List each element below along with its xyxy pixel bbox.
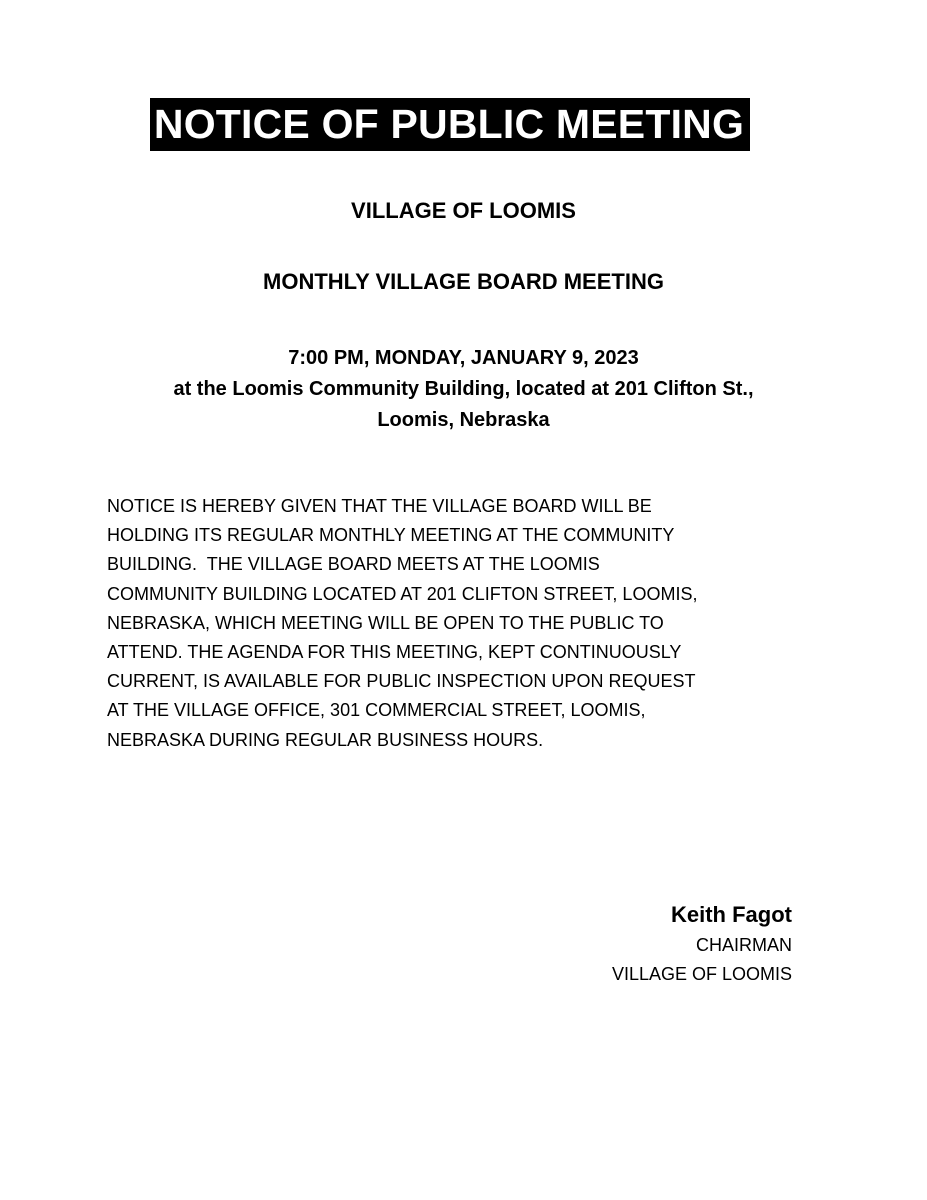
body-line: NEBRASKA DURING REGULAR BUSINESS HOURS. [107, 729, 544, 750]
body-line: AT THE VILLAGE OFFICE, 301 COMMERCIAL STREET, LOOMIS, [107, 700, 646, 721]
signatory-role: CHAIRMAN [695, 935, 792, 955]
signatory-name: Keith Fagot [671, 902, 792, 927]
notice-body [107, 492, 807, 755]
signatory-organization: VILLAGE OF LOOMIS [611, 964, 792, 984]
page-title: NOTICE OF PUBLIC MEETING [150, 98, 750, 151]
body-line: BUILDING. THE VILLAGE BOARD MEETS AT THE LOOMIS [107, 554, 600, 575]
meeting-datetime: 7:00 PM, MONDAY, JANUARY 9, 2023 [288, 347, 639, 369]
body-line: NEBRASKA, WHICH MEETING WILL BE OPEN TO THE PUBLIC TO [107, 612, 664, 633]
meeting-type-heading: MONTHLY VILLAGE BOARD MEETING [263, 269, 664, 294]
title-banner [0, 98, 927, 151]
signature-block [612, 899, 792, 989]
body-line: HOLDING ITS REGULAR MONTHLY MEETING AT THE COMMUNITY [107, 525, 675, 546]
meeting-details [0, 343, 927, 436]
organization-heading: VILLAGE OF LOOMIS [351, 198, 576, 223]
meeting-location-city: Loomis, Nebraska [377, 409, 550, 431]
body-line: NOTICE IS HEREBY GIVEN THAT THE VILLAGE BOARD WILL BE [107, 496, 652, 516]
body-line: CURRENT, IS AVAILABLE FOR PUBLIC INSPECTION UPON REQUEST [107, 671, 696, 692]
body-line: ATTEND. THE AGENDA FOR THIS MEETING, KEPT CONTINUOUSLY [107, 642, 682, 663]
meeting-location-line: at the Loomis Community Building, located at 201 Clifton St., [173, 378, 754, 400]
body-line: COMMUNITY BUILDING LOCATED AT 201 CLIFTON STREET, LOOMIS, [107, 583, 698, 604]
